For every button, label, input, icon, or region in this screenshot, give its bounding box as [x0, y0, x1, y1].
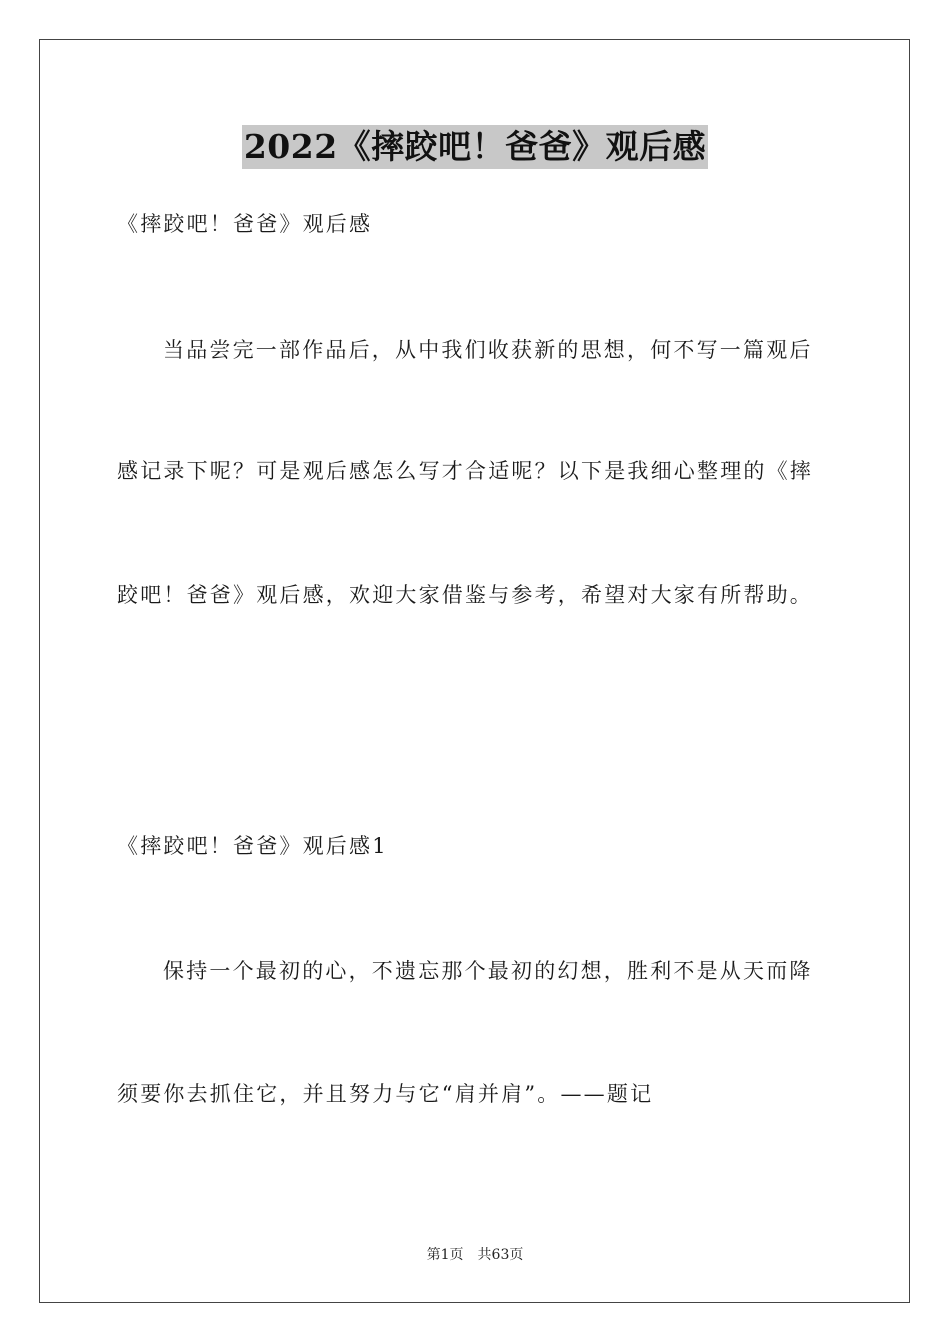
- paragraph-line: 须要你去抓住它，并且努力与它“肩并肩”。——题记: [117, 1082, 654, 1106]
- page-footer: [0, 1245, 950, 1265]
- document-title: 2022《摔跤吧！爸爸》观后感: [242, 125, 708, 169]
- paragraph-line: 当品尝完一部作品后，从中我们收获新的思想，何不写一篇观后: [163, 338, 813, 362]
- title-wrap: [0, 125, 950, 169]
- paragraph-line: 保持一个最初的心，不遗忘那个最初的幻想，胜利不是从天而降: [163, 959, 813, 983]
- intro-heading: 《摔跤吧！爸爸》观后感: [117, 212, 373, 236]
- paragraph-line: 跤吧！爸爸》观后感，欢迎大家借鉴与参考，希望对大家有所帮助。: [117, 583, 813, 607]
- paragraph-line: 感记录下呢？可是观后感怎么写才合适呢？以下是我细心整理的《摔: [117, 459, 813, 483]
- section-heading: 《摔跤吧！爸爸》观后感1: [117, 834, 388, 858]
- page-number: 第1页: [426, 1247, 464, 1263]
- page-total: 共63页: [477, 1247, 524, 1263]
